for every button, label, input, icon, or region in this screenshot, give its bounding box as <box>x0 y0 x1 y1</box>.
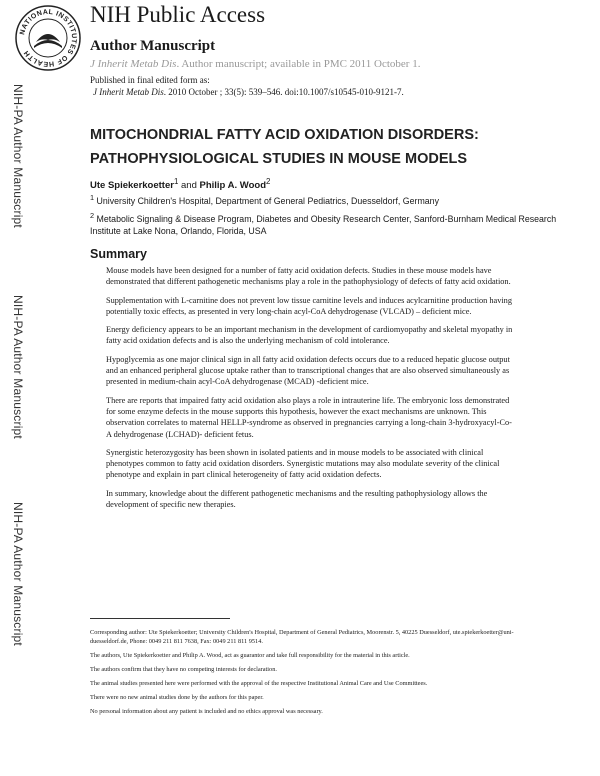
summary-paragraph: Energy deficiency appears to be an important mechanism in the development of cardiomyopathy and skeletal myopathy in fatty acid oxidation defects and is also the underlying mechanism of cold intolerance. <box>106 325 513 346</box>
affiliation-text: Metabolic Signaling & Disease Program, Diabetes and Obesity Research Center, Sanford-Burnham Medical Research Institute at Lake Nona, Orlando, Florida, USA <box>90 213 557 236</box>
footnote: Corresponding author: Ute Spiekerkoetter; University Children's Hospital, Department of General Pediatrics, Moorenstr. 5, 40225 Duesseldorf, ute.spiekerkoetter@uni-duesseldorf.de, Phone: 0049 211 811 7638, Fax: 0049 211 811 9514. <box>90 629 514 645</box>
article-title-line: PATHOPHYSIOLOGICAL STUDIES IN MOUSE MODELS <box>90 151 468 167</box>
side-label-manuscript: NIH-PA Author Manuscript <box>11 502 25 646</box>
author-name: Philip A. Wood <box>199 180 266 192</box>
summary-body <box>106 265 516 517</box>
citation-journal: J Inherit Metab Dis <box>93 87 164 97</box>
footnote: The authors confirm that they have no competing interests for declaration. <box>90 666 277 673</box>
side-label-manuscript: NIH-PA Author Manuscript <box>11 295 25 439</box>
availability-line <box>90 58 420 71</box>
nih-public-access-title: NIH Public Access <box>90 2 266 27</box>
footnote: There were no new animal studies done by the authors for this paper. <box>90 694 264 701</box>
affiliation <box>90 210 570 237</box>
published-note: Published in final edited form as: <box>90 75 210 85</box>
footnote: No personal information about any patient is included and no ethics approval was necessary. <box>90 708 323 715</box>
side-label-manuscript: NIH-PA Author Manuscript <box>11 84 25 228</box>
summary-paragraph: Supplementation with L-carnitine does not prevent low tissue carnitine levels and induces acylcarnitine production having potentially toxic effects, as presented in very long-chain acyl-CoA dehydrogenase (VLCAD) – deficient mice. <box>106 295 512 316</box>
affiliation-mark: 2 <box>90 211 95 220</box>
footnote-divider <box>90 618 230 619</box>
author-affil-mark: 2 <box>266 177 271 186</box>
article-title-line: MITOCHONDRIAL FATTY ACID OXIDATION DISORDERS: <box>90 127 479 143</box>
affiliation-mark: 1 <box>90 193 95 202</box>
footnote: The animal studies presented here were performed with the approval of the respective Institutional Animal Care and Use Committees. <box>90 680 428 687</box>
affiliation-text: University Children's Hospital, Department of General Pediatrics, Duesseldorf, Germany <box>94 195 439 206</box>
summary-paragraph: Synergistic heterozygosity has been shown in isolated patients and in mouse models to be associated with clinical phenotypes common to fatty acid oxidation disorders. Synergistic mutations may also modulate severity of the clinical phenotype and explain in part clinical heterogeneity of fatty acid oxidation defects. <box>106 447 500 480</box>
citation <box>93 87 404 98</box>
author-name: Ute Spiekerkoetter <box>90 180 174 192</box>
logo-ring-text: NATIONAL INSTITUTES OF HEALTH <box>19 8 78 68</box>
footnotes <box>90 628 530 721</box>
summary-paragraph: Hypoglycemia as one major clinical sign in all fatty acid oxidation defects occurs due to a reduced hepatic glucose output and an enhanced peripheral glucose uptake rather than to transcriptional changes that are also observed simultaneously as presented in medium-chain acyl-CoA dehydrogenase (MCAD) -deficient mice. <box>106 354 510 387</box>
affiliation <box>90 192 570 207</box>
summary-paragraph: Mouse models have been designed for a number of fatty acid oxidation defects. Studies in these mouse models have demonstrated that different pathogenetic mechanisms play a role in the pathophysiology of defects of fatty acid oxidation. <box>106 266 511 287</box>
author-conjunction: and <box>178 180 200 192</box>
nih-logo <box>14 4 82 72</box>
journal-abbrev: J Inherit Metab Dis <box>90 58 177 70</box>
author-affil-mark: 1 <box>173 177 179 186</box>
summary-paragraph: There are reports that impaired fatty acid oxidation also plays a role in intrauterine life. The embryonic loss demonstrated for some enzyme defects in the mouse supports this hypothesis, however the exact mechanisms are unknown. This observation correlates to maternal HELLP-syndrome as observed in pregnancies carrying a long-chain 3-hydroxyacyl-Co-A dehydrogenase (LCHAD)- deficient fetus. <box>106 395 512 439</box>
citation-details: . 2010 October ; 33(5): 539–546. doi:10.1007/s10545-010-9121-7. <box>163 87 404 97</box>
availability-text: . Author manuscript; available in PMC 2011 October 1. <box>176 58 421 70</box>
summary-heading: Summary <box>90 247 147 261</box>
footnote: The authors, Ute Spiekerkoetter and Philip A. Wood, act as guarantor and take full responsibility for the material in this article. <box>90 652 410 659</box>
summary-paragraph: In summary, knowledge about the different pathogenetic mechanisms and the resulting pathophysiology allows the development of specific new therapies. <box>106 488 488 510</box>
author-list <box>90 176 270 192</box>
article-title <box>90 123 570 171</box>
author-manuscript-label: Author Manuscript <box>90 38 216 54</box>
